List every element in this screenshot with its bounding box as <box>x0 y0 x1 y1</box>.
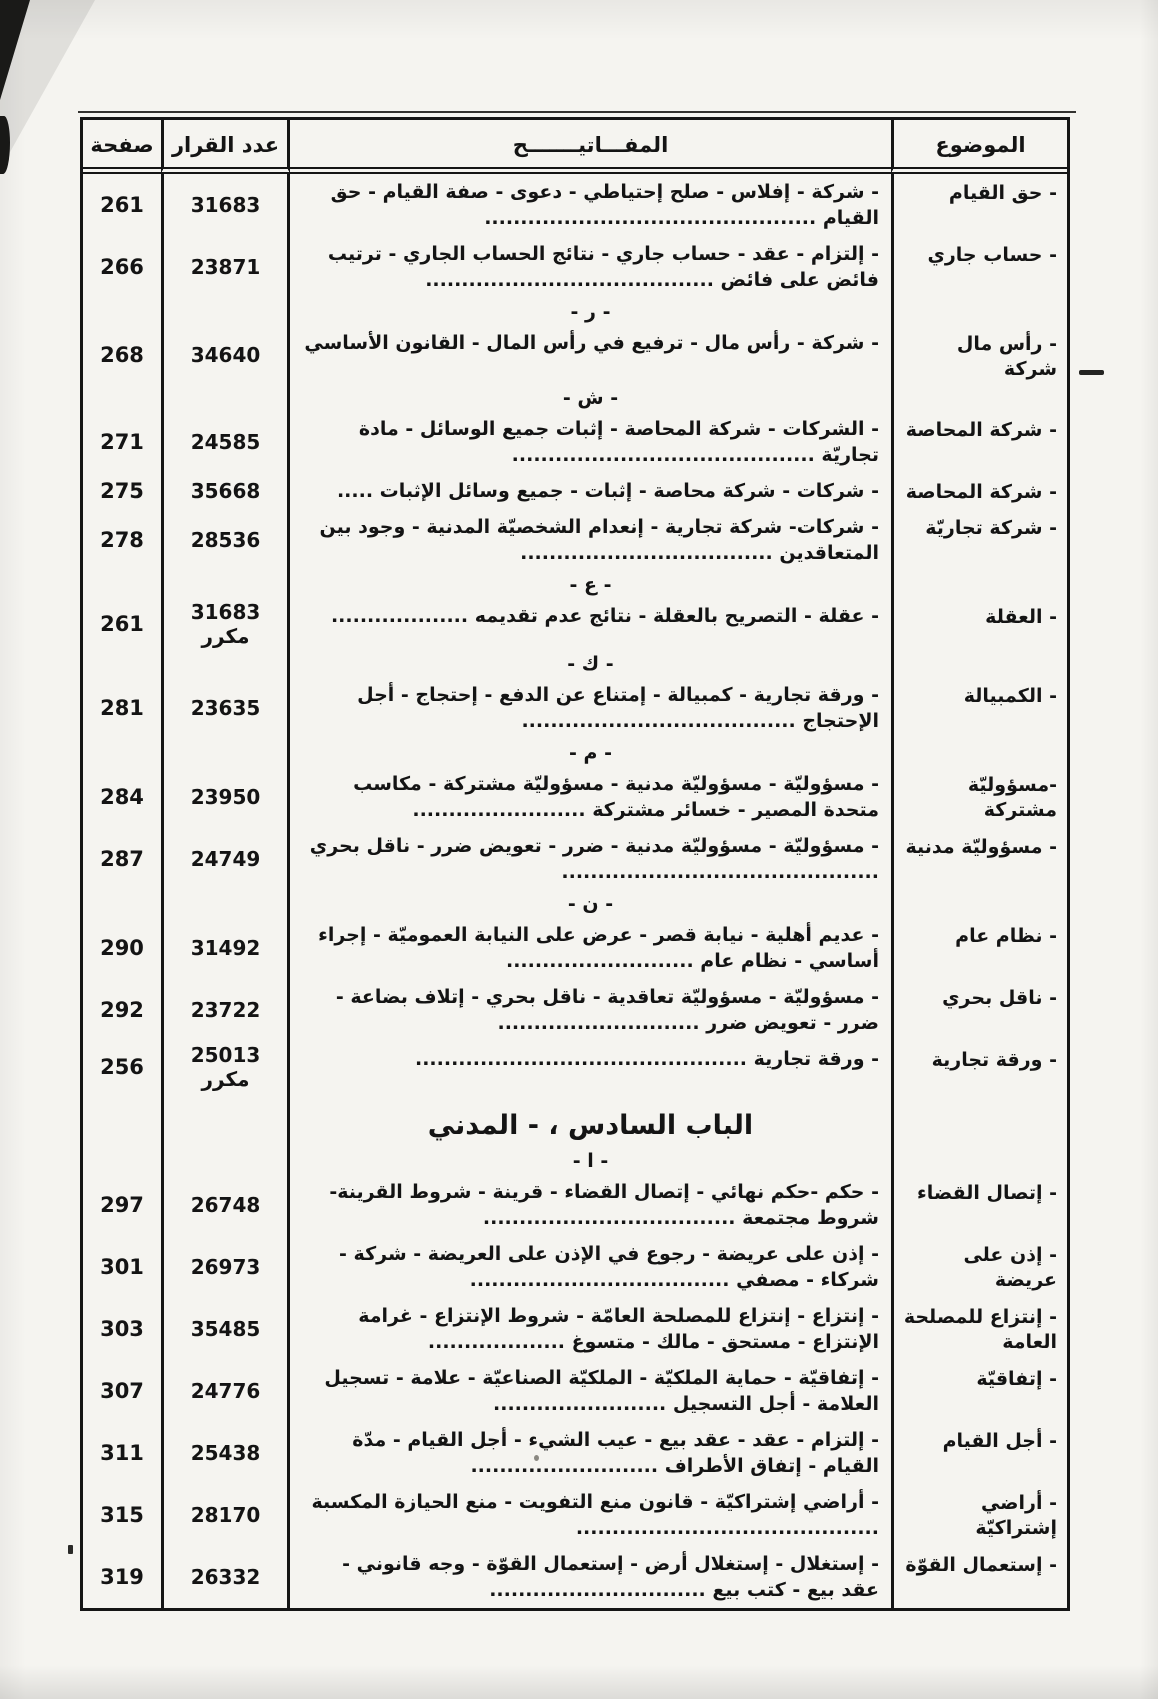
page-cell-empty <box>83 1147 161 1174</box>
subject-cell-empty <box>891 890 1067 917</box>
decision-number: 31683 مكرر <box>161 598 290 650</box>
page-number: 301 <box>100 1255 144 1279</box>
subject-cell: - إتفاقيّة <box>891 1360 1067 1422</box>
subject-cell: - أراضي إشتراكيّة <box>891 1484 1067 1546</box>
column-header-subject: الموضوع <box>891 120 1067 174</box>
decision-number: 23635 <box>161 677 290 739</box>
keys-cell: - أراضي إشتراكيّة - قانون منع التفويت - منع الحيازة المكسبة .......................................... <box>311 1491 879 1539</box>
decision-number: 25438 <box>161 1422 290 1484</box>
scan-dash-mark <box>1079 370 1104 375</box>
subject-cell: - ورقة تجارية <box>891 1041 1067 1093</box>
decision-cell-empty <box>161 1093 290 1147</box>
decision-number: 31683 <box>161 174 290 236</box>
keys-cell: - الشركات - شركة المحاصة - إثبات جميع الوسائل - مادة تجاريّة .......................................... <box>358 418 879 466</box>
scan-edge-blob <box>0 116 10 174</box>
keys-cell: - إتفاقيّة - حماية الملكيّة - الملكيّة الصناعيّة - علامة - تسجيل العلامة - أجل التسجيل ........................ <box>324 1367 879 1415</box>
letter-divider: - ك - <box>567 653 614 675</box>
keys-cell: - شركة - إفلاس - صلح إحتياطي - دعوى - صفة القيام - حق القيام .............................................. <box>330 181 879 229</box>
column-header-keys: المفـــاتيـــــــح <box>290 120 891 174</box>
scan-top-rule <box>78 111 1076 113</box>
letter-divider: - ن - <box>567 893 614 915</box>
keys-cell: - حكم -حكم نهائي - إتصال القضاء - قرينة - شروط القرينة- شروط مجتمعة ................................... <box>329 1181 879 1229</box>
decision-number: 26748 <box>161 1174 290 1236</box>
decision-number: 23871 <box>161 236 290 298</box>
decision-number: 24749 <box>161 828 290 890</box>
decision-number: 28170 <box>161 1484 290 1546</box>
subject-cell-empty <box>891 384 1067 411</box>
page-number: 287 <box>100 847 144 871</box>
subject-cell-empty <box>891 739 1067 766</box>
keys-cell: - مسؤوليّة - مسؤوليّة مدنية - مسؤوليّة مشتركة - مكاسب متحدة المصير - خسائر مشتركة ........................ <box>353 773 879 821</box>
decision-number: 24585 <box>161 411 290 473</box>
subject-cell: - إستعمال القوّة <box>891 1546 1067 1608</box>
keys-cell: - مسؤوليّة - مسؤوليّة مدنية - ضرر - تعويض ضرر - ناقل بحري ............................................ <box>309 835 879 883</box>
subject-cell-empty <box>891 1147 1067 1174</box>
page-cell-empty <box>83 298 161 325</box>
page-number: 292 <box>100 998 144 1022</box>
keys-cell: - إلتزام - عقد - حساب جاري - نتائج الحساب الجاري - ترتيب فائض على فائض ........................................ <box>327 243 879 291</box>
section-title: الباب السادس ، - المدني <box>427 1110 754 1141</box>
decision-number: 35668 <box>161 473 290 509</box>
page-number: 275 <box>100 479 144 503</box>
keys-cell: - إلتزام - عقد - عقد بيع - عيب الشيء - أجل القيام - مدّة القيام - إتفاق الأطراف .......................... <box>352 1429 879 1477</box>
decision-number: 23950 <box>161 766 290 828</box>
column-header-page: صفحة <box>83 120 161 174</box>
page-cell-empty <box>83 739 161 766</box>
subject-cell: - مسؤوليّة مدنية <box>891 828 1067 890</box>
keys-cell: - عديم أهلية - نيابة قصر - عرض على النيابة العموميّة - إجراء أساسي - نظام عام .......................... <box>318 924 879 972</box>
subject-cell: - شركة المحاصة <box>891 411 1067 473</box>
page-number: 303 <box>100 1317 144 1341</box>
letter-divider: - ش - <box>562 387 619 409</box>
subject-cell-empty <box>891 571 1067 598</box>
decision-number: 28536 <box>161 509 290 571</box>
page-number: 307 <box>100 1379 144 1403</box>
keys-cell: - مسؤوليّة - مسؤوليّة تعاقدية - ناقل بحري - إتلاف بضاعة - ضرر - تعويض ضرر ............................ <box>335 986 879 1034</box>
keys-cell: - شركات- شركة تجارية - إنعدام الشخصيّة المدنية - وجود بين المتعاقدين ................................... <box>319 516 879 564</box>
decision-cell-empty <box>161 571 290 598</box>
decision-cell-empty <box>161 1147 290 1174</box>
page-number: 311 <box>100 1441 144 1465</box>
page-cell-empty <box>83 890 161 917</box>
decision-cell-empty <box>161 384 290 411</box>
decision-number: 31492 <box>161 917 290 979</box>
keys-cell: - عقلة - التصريح بالعقلة - نتائج عدم تقديمه ................... <box>330 605 879 627</box>
page-cell-empty <box>83 571 161 598</box>
page-number: 278 <box>100 528 144 552</box>
page-number: 319 <box>100 1565 144 1589</box>
keys-cell: - شركة - رأس مال - ترفيع في رأس المال - القانون الأساسي <box>304 332 879 354</box>
page-number: 281 <box>100 696 144 720</box>
decision-number: 35485 <box>161 1298 290 1360</box>
keys-cell: - إذن على عريضة - رجوع في الإذن على العريضة - شركة - شركاء - مصفي .................................... <box>339 1243 879 1291</box>
page-cell-empty <box>83 384 161 411</box>
decision-cell-empty <box>161 298 290 325</box>
subject-cell: - شركة تجاريّة <box>891 509 1067 571</box>
letter-divider: - ع - <box>569 574 612 596</box>
decision-cell-empty <box>161 890 290 917</box>
page-cell-empty <box>83 1093 161 1147</box>
keys-cell: - ورقة تجارية .............................................. <box>414 1048 879 1070</box>
decision-number: 34640 <box>161 325 290 384</box>
subject-cell: - أجل القيام <box>891 1422 1067 1484</box>
subject-cell: - حق القيام <box>891 174 1067 236</box>
subject-cell-empty <box>891 650 1067 677</box>
subject-cell: - إنتزاع للمصلحة العامة <box>891 1298 1067 1360</box>
page-number: 261 <box>100 612 144 636</box>
scan-speck <box>68 1545 73 1554</box>
page-number: 297 <box>100 1193 144 1217</box>
decision-cell-empty <box>161 650 290 677</box>
decision-number: 24776 <box>161 1360 290 1422</box>
letter-divider: - ر - <box>570 301 611 323</box>
page-number: 290 <box>100 936 144 960</box>
decision-number: 26332 <box>161 1546 290 1608</box>
decision-number: 23722 <box>161 979 290 1041</box>
subject-cell: - نظام عام <box>891 917 1067 979</box>
subject-cell-empty <box>891 1093 1067 1147</box>
index-table <box>80 117 1070 1611</box>
page-number: 256 <box>100 1055 144 1079</box>
keys-cell: - إنتزاع - إنتزاع للمصلحة العامّة - شروط الإنتزاع - غرامة الإنتزاع - مستحق - مالك - متسوغ ................... <box>358 1305 879 1353</box>
decision-number: 25013 مكرر <box>161 1041 290 1093</box>
subject-cell: - شركة المحاصة <box>891 473 1067 509</box>
letter-divider: - م - <box>569 742 612 764</box>
page-number: 268 <box>100 342 144 367</box>
subject-cell: - الكمبيالة <box>891 677 1067 739</box>
page-number: 271 <box>100 430 144 454</box>
page-number: 284 <box>100 785 144 809</box>
subject-cell: - ناقل بحري <box>891 979 1067 1041</box>
page-cell-empty <box>83 650 161 677</box>
subject-cell: - حساب جاري <box>891 236 1067 298</box>
subject-cell: - إتصال القضاء <box>891 1174 1067 1236</box>
column-header-decision: عدد القرار <box>161 120 290 174</box>
subject-cell: - إذن على عريضة <box>891 1236 1067 1298</box>
keys-cell: - ورقة تجارية - كمبيالة - إمتناع عن الدفع - إحتجاج - أجل الإحتجاج ...................................... <box>357 684 879 732</box>
subject-cell-empty <box>891 298 1067 325</box>
subject-cell: - العقلة <box>891 598 1067 650</box>
page-number: 261 <box>100 193 144 217</box>
keys-cell: - شركات - شركة محاصة - إثبات - جميع وسائل الإثبات ..... <box>336 480 879 502</box>
decision-cell-empty <box>161 739 290 766</box>
keys-cell: - إستغلال - إستغلال أرض - إستعمال القوّة - وجه قانوني - عقد بيع - كتب بيع .............................. <box>342 1553 879 1601</box>
decision-number: 26973 <box>161 1236 290 1298</box>
page-number: 266 <box>100 255 144 279</box>
subject-cell: - رأس مال شركة <box>891 325 1067 384</box>
subject-cell: -مسؤوليّة مشتركة <box>891 766 1067 828</box>
page-number: 315 <box>100 1503 144 1527</box>
letter-divider: - ا - <box>572 1150 609 1172</box>
